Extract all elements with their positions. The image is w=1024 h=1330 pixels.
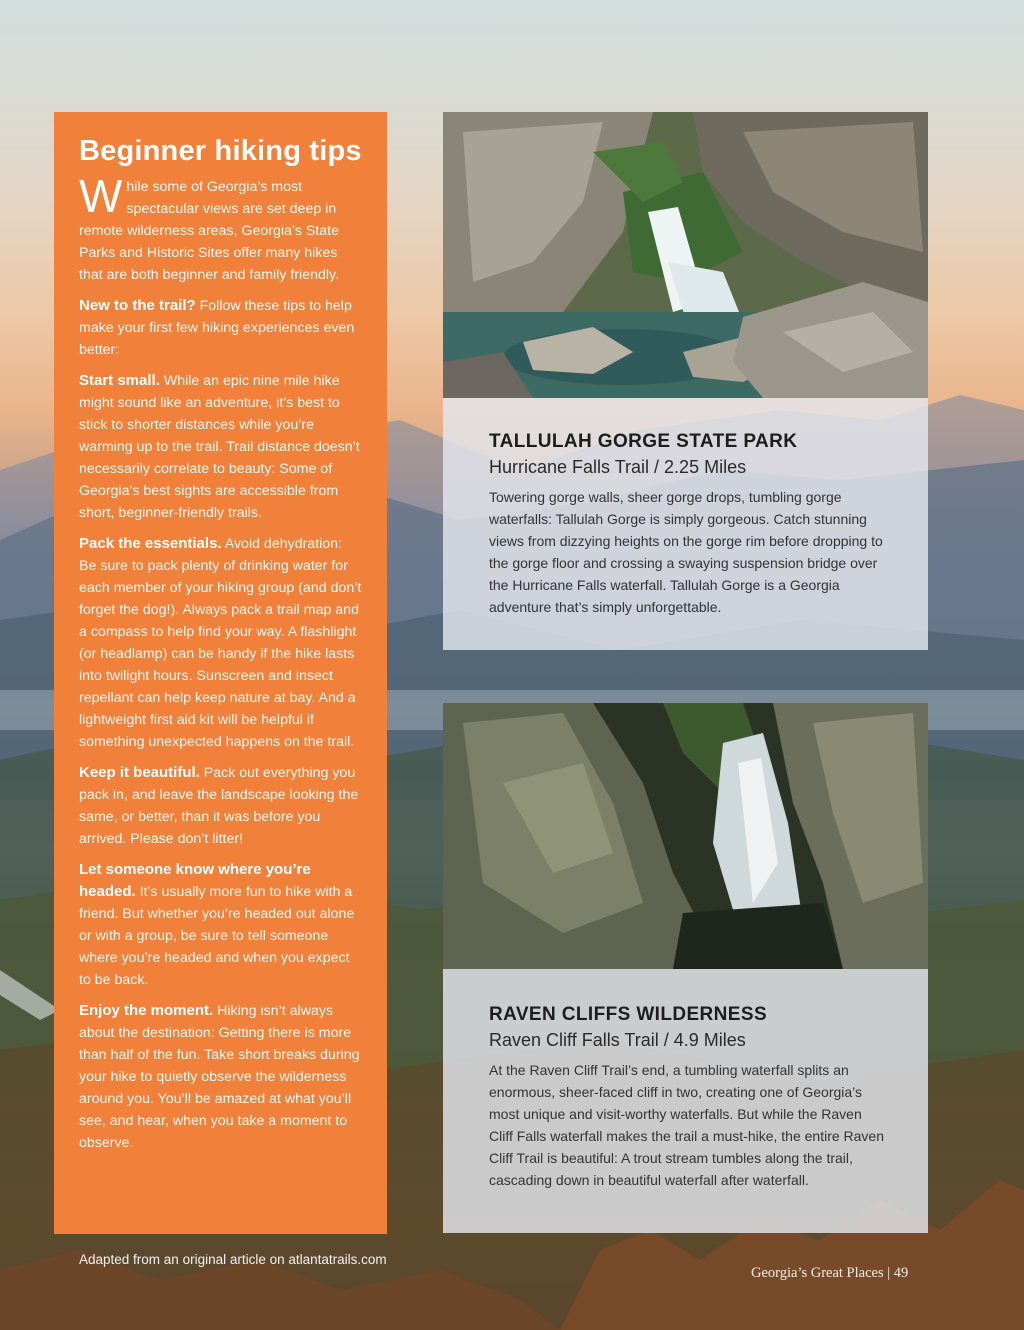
card-body: At the Raven Cliff Trail’s end, a tumbling waterfall splits an enormous, sheer-faced cliff in two, creating one of Georgia’s most unique and visit-worthy waterfalls. But while the Raven Cliff Falls waterfall makes the trail a must-hike, the entire Raven Cliff Trail is beautiful: A trout stream tumbles along the trail, cascading down in beautiful waterfall after waterfall. — [489, 1062, 885, 1188]
raven-cliffs-card — [443, 969, 928, 1233]
source-credit: Adapted from an original article on atlantatrails.com — [79, 1252, 387, 1267]
tip-lead: Enjoy the moment. — [79, 1002, 214, 1019]
tip-text: It’s usually more fun to hike with a friend. But whether you’re headed out alone or with a group, be sure to tell someone where you’re headed and when you expect to be back. — [79, 884, 355, 988]
tip-start-small — [79, 370, 363, 524]
tip-lead: New to the trail? — [79, 297, 196, 314]
tallulah-gorge-card — [443, 398, 928, 650]
card-title: RAVEN CLIFFS WILDERNESS — [489, 1004, 768, 1025]
beginner-tips-panel — [54, 112, 387, 1234]
tip-text: Avoid dehydration: Be sure to pack plenty of drinking water for each member of your hiking group (and don’t forget the dog!). Always pack a trail map and a compass to help find your way. A flashlight (or headlamp) can be handy if the hike lasts into twilight hours. Sunscreen and insect repellant can help keep nature at bay. And a lightweight first aid kit will be helpful if something unexpected happens on the trail. — [79, 536, 362, 750]
tip-lead: Let someone know where you’re headed. — [79, 861, 311, 900]
raven-cliffs-photo — [443, 703, 928, 969]
tip-text: Hiking isn’t always about the destination: Getting there is more than half of the fun. Take short breaks during your hike to quietly observe the wilderness around you. You’ll be amazed at what you’ll see, and hear, when you take a moment to observe. — [79, 1003, 360, 1151]
tips-intro-text: hile some of Georgia’s most spectacular views are set deep in remote wilderness areas, Georgia’s State Parks and Historic Sites offer many hikes that are both beginner and family friendly. — [79, 179, 339, 283]
tip-pack-essentials — [79, 533, 363, 753]
page-folio: Georgia’s Great Places | 49 — [751, 1265, 909, 1281]
card-body: Towering gorge walls, sheer gorge drops, tumbling gorge waterfalls: Tallulah Gorge is simply gorgeous. Catch stunning views from dizzying heights on the gorge rim before dropping to the gorge floor and crossing a swaying suspension bridge over the Hurricane Falls waterfall. Tallulah Gorge is a Georgia adventure that’s simply unforgettable. — [489, 489, 883, 615]
tip-lead: Start small. — [79, 372, 160, 389]
tip-new-to-trail — [79, 295, 363, 361]
card-subtitle: Hurricane Falls Trail / 2.25 Miles — [489, 457, 747, 477]
tip-let-someone-know — [79, 859, 363, 991]
tallulah-gorge-photo — [443, 112, 928, 398]
tip-enjoy-moment — [79, 1000, 363, 1154]
tip-lead: Pack the essentials. — [79, 535, 222, 552]
card-subtitle: Raven Cliff Falls Trail / 4.9 Miles — [489, 1030, 746, 1050]
tip-keep-beautiful — [79, 762, 363, 850]
tips-intro — [79, 170, 363, 286]
drop-cap: W — [79, 170, 123, 222]
tip-text: Follow these tips to help make your first few hiking experiences even better: — [79, 298, 355, 358]
tip-lead: Keep it beautiful. — [79, 764, 200, 781]
tip-text: While an epic nine mile hike might sound like an adventure, it’s best to stick to shorter distances while you’re warming up to the trail. Trail distance doesn’t necessarily correlate to beauty: Some of Georgia’s best sights are accessible from short, beginner-friendly trails. — [79, 373, 360, 521]
tips-title: Beginner hiking tips — [79, 135, 362, 167]
card-title: TALLULAH GORGE STATE PARK — [489, 431, 798, 452]
tip-text: Pack out everything you pack in, and leave the landscape looking the same, or better, than it was before you arrived. Please don’t litter! — [79, 765, 359, 847]
